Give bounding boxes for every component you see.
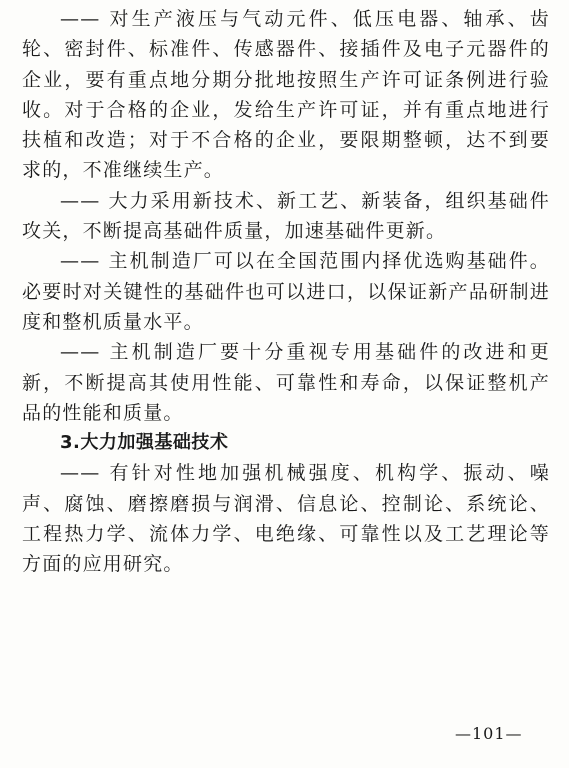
paragraph-new-technology [22, 186, 550, 247]
text-line: 轮、密封件、标准件、传感器件、接插件及电子元器件的 [22, 38, 550, 61]
text-line: 方面的应用研究。 [22, 553, 184, 576]
text-line: 扶植和改造；对于不合格的企业，要限期整顿，达不到要 [22, 129, 550, 152]
text-line: —— 大力采用新技术、新工艺、新装备，组织基础件 [60, 189, 550, 212]
text-line: 企业，要有重点地分期分批地按照生产许可证条例进行验 [22, 68, 550, 91]
text-line: 必要时对关键性的基础件也可以进口，以保证新产品研制进 [22, 280, 550, 303]
text-line: —— 主机制造厂可以在全国范围内择优选购基础件。 [60, 250, 550, 273]
section-heading: 3.大力加强基础技术 [60, 432, 229, 454]
paragraph-production-license [22, 4, 550, 186]
paragraph-special-parts [22, 337, 550, 428]
paragraph-procurement [22, 246, 550, 337]
text-line: —— 主机制造厂要十分重视专用基础件的改进和更 [60, 341, 550, 364]
text-line: 品的性能和质量。 [22, 401, 184, 424]
text-line: 工程热力学、流体力学、电绝缘、可靠性以及工艺理论等 [22, 523, 550, 546]
page-number: —101— [455, 724, 523, 743]
text-line: 度和整机质量水平。 [22, 310, 204, 333]
document-body [22, 4, 550, 580]
text-line: 收。对于合格的企业，发给生产许可证，并有重点地进行 [22, 98, 550, 121]
text-line: —— 对生产液压与气动元件、低压电器、轴承、齿 [60, 8, 550, 30]
text-line: 攻关，不断提高基础件质量，加速基础件更新。 [22, 220, 447, 243]
text-line: —— 有针对性地加强机械强度、机构学、振动、噪 [60, 462, 550, 485]
paragraph-basic-research [22, 458, 550, 579]
text-line: 声、腐蚀、磨擦磨损与润滑、信息论、控制论、系统论、 [22, 492, 550, 515]
text-line: 求的，不准继续生产。 [22, 159, 225, 182]
text-line: 新，不断提高其使用性能、可靠性和寿命，以保证整机产 [22, 371, 550, 394]
